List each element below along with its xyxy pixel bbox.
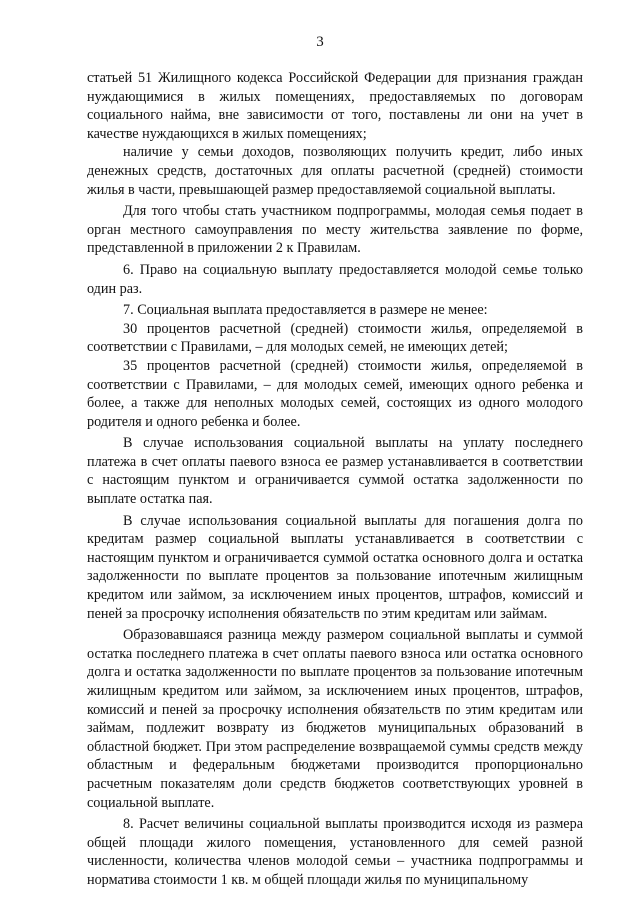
paragraph-loan-repayment: В случае использования социальной выплаты для погашения долга по кредитам размер социальной выплаты устанавливается в соответствии с настоящим пунктом и ограничивается суммой остатка основного долга и остатка задолженности по выплате процентов за пользование ипотечным жилищным кредитом или займом, за исключением иных процентов, штрафов, комиссий и пеней за просрочку исполнения обязательств по этим кредитам или займам.	[87, 512, 583, 622]
paragraph-housing-code-reference: статьей 51 Жилищного кодекса Российской Федерации для признания граждан нуждающимися в жилых помещениях, предоставляемых по договорам социального найма, вне зависимости от того, поставлены ли они на учет в качестве нуждающихся в жилых помещениях;	[87, 70, 583, 142]
paragraph-35-percent: 35 процентов расчетной (средней) стоимости жилья, определяемой в соответствии с Правилами, – для молодых семей, имеющих одного ребенка и более, а также для неполных молодых семей, состоящих из одного молодого родителя и одного ребенка и более.	[87, 357, 583, 430]
paragraph-item-6: 6. Право на социальную выплату предоставляется молодой семье только один раз.	[87, 261, 583, 297]
paragraph-item-8: 8. Расчет величины социальной выплаты производится исходя из размера общей площади жилого помещения, установленного для семей разной численности, количества членов молодой семьи – участника подпрограммы и норматива стоимости 1 кв. м общей площади жилья по муниципальному	[87, 816, 583, 888]
paragraph-30-percent: 30 процентов расчетной (средней) стоимости жилья, определяемой в соответствии с Правилами, – для молодых семей, не имеющих детей;	[87, 320, 583, 356]
paragraph-difference-refund: Образовавшаяся разница между размером социальной выплаты и суммой остатка последнего платежа в счет оплаты паевого взноса или остатка основного долга и остатка задолженности по выплате процентов за пользование ипотечным жилищным кредитом или займом, за исключением иных процентов, штрафов, комиссий и пеней за просрочку исполнения обязательств по этим кредитам или займам, подлежит возврату из бюджетов муниципальных образований в областной бюджет. При этом распределение возвращаемой суммы средств между областным и федеральным бюджетами производится пропорционально расчетным показателям доли средств бюджетов соответствующих уровней в социальной выплате.	[87, 627, 583, 811]
paragraph-application-procedure: Для того чтобы стать участником подпрограммы, молодая семья подает в орган местного самоуправления по месту жительства заявление по форме, представленной в приложении 2 к Правилам.	[87, 203, 583, 257]
paragraph-item-7: 7. Социальная выплата предоставляется в размере не менее:	[123, 302, 488, 319]
paragraph-share-payment: В случае использования социальной выплаты на уплату последнего платежа в счет оплаты паевого взноса ее размер устанавливается в соответствии с настоящим пунктом и ограничивается суммой остатка задолженности по выплате остатка пая.	[87, 435, 583, 508]
page-number: 3	[316, 34, 324, 50]
paragraph-income-condition: наличие у семьи доходов, позволяющих получить кредит, либо иных денежных средств, достаточных для оплаты расчетной (средней) стоимости жилья в части, превышающей размер предоставляемой социальной выплаты.	[87, 144, 583, 198]
document-body	[87, 69, 583, 890]
